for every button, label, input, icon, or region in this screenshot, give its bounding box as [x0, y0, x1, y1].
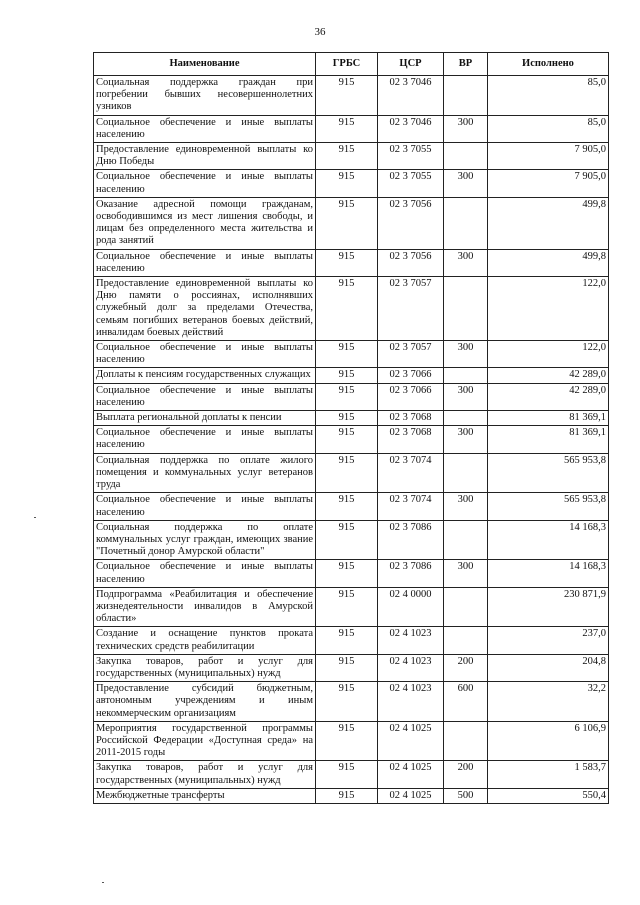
- cell-amount: 122,0: [488, 277, 609, 341]
- table-row: [94, 654, 609, 681]
- table-row: [94, 587, 609, 627]
- cell-csr: 02 4 0000: [378, 587, 444, 627]
- cell-grbs: 915: [316, 788, 378, 803]
- table-row: [94, 368, 609, 383]
- budget-execution-table: [93, 52, 609, 804]
- cell-vr: [444, 411, 488, 426]
- cell-amount: 565 953,8: [488, 493, 609, 520]
- cell-amount: 1 583,7: [488, 761, 609, 788]
- cell-grbs: 915: [316, 493, 378, 520]
- cell-name: Оказание адресной помощи гражданам, освободившимся из мест лишения свободы, и лицам без определенного места жительства и рода занятий: [94, 197, 316, 249]
- cell-grbs: 915: [316, 249, 378, 276]
- cell-amount: 85,0: [488, 115, 609, 142]
- cell-vr: 500: [444, 788, 488, 803]
- cell-name: Социальное обеспечение и иные выплаты населению: [94, 341, 316, 368]
- cell-name: Социальное обеспечение и иные выплаты населению: [94, 383, 316, 410]
- table-row: [94, 341, 609, 368]
- cell-vr: [444, 520, 488, 560]
- cell-csr: 02 3 7086: [378, 560, 444, 587]
- cell-grbs: 915: [316, 453, 378, 493]
- cell-vr: 200: [444, 654, 488, 681]
- header-csr: ЦСР: [378, 53, 444, 76]
- cell-grbs: 915: [316, 627, 378, 654]
- cell-vr: [444, 277, 488, 341]
- cell-amount: 499,8: [488, 197, 609, 249]
- cell-name: Социальное обеспечение и иные выплаты населению: [94, 426, 316, 453]
- cell-vr: [444, 368, 488, 383]
- table-row: [94, 197, 609, 249]
- cell-amount: 42 289,0: [488, 368, 609, 383]
- cell-vr: 300: [444, 426, 488, 453]
- cell-name: Выплата региональной доплаты к пенсии: [94, 411, 316, 426]
- cell-csr: 02 3 7066: [378, 368, 444, 383]
- table-row: [94, 493, 609, 520]
- cell-grbs: 915: [316, 197, 378, 249]
- cell-vr: [444, 197, 488, 249]
- cell-name: Социальное обеспечение и иные выплаты населению: [94, 115, 316, 142]
- table-row: [94, 453, 609, 493]
- cell-amount: 81 369,1: [488, 426, 609, 453]
- cell-csr: 02 4 1023: [378, 682, 444, 722]
- scan-speck: [102, 882, 104, 883]
- cell-vr: [444, 453, 488, 493]
- table-row: [94, 249, 609, 276]
- cell-vr: 200: [444, 761, 488, 788]
- table-body: [94, 76, 609, 804]
- table-row: [94, 682, 609, 722]
- cell-grbs: 915: [316, 411, 378, 426]
- cell-amount: 230 871,9: [488, 587, 609, 627]
- cell-amount: 7 905,0: [488, 170, 609, 197]
- table-row: [94, 627, 609, 654]
- header-executed: Исполнено: [488, 53, 609, 76]
- cell-amount: 499,8: [488, 249, 609, 276]
- cell-grbs: 915: [316, 341, 378, 368]
- cell-amount: 7 905,0: [488, 143, 609, 170]
- cell-grbs: 915: [316, 682, 378, 722]
- table-row: [94, 76, 609, 116]
- cell-name: Межбюджетные трансферты: [94, 788, 316, 803]
- cell-csr: 02 3 7046: [378, 115, 444, 142]
- cell-grbs: 915: [316, 76, 378, 116]
- table-row: [94, 560, 609, 587]
- cell-vr: [444, 587, 488, 627]
- table-row: [94, 143, 609, 170]
- cell-name: Социальное обеспечение и иные выплаты населению: [94, 170, 316, 197]
- cell-vr: 300: [444, 249, 488, 276]
- table-row: [94, 761, 609, 788]
- cell-vr: [444, 76, 488, 116]
- cell-grbs: 915: [316, 520, 378, 560]
- cell-name: Мероприятия государственной программы Российской Федерации «Доступная среда» на 2011-2015 годы: [94, 721, 316, 761]
- header-vr: ВР: [444, 53, 488, 76]
- cell-csr: 02 3 7066: [378, 383, 444, 410]
- cell-csr: 02 3 7086: [378, 520, 444, 560]
- cell-name: Создание и оснащение пунктов проката технических средств реабилитации: [94, 627, 316, 654]
- cell-csr: 02 3 7068: [378, 426, 444, 453]
- cell-grbs: 915: [316, 383, 378, 410]
- cell-amount: 32,2: [488, 682, 609, 722]
- cell-csr: 02 4 1023: [378, 654, 444, 681]
- cell-vr: 300: [444, 383, 488, 410]
- cell-name: Доплаты к пенсиям государственных служащих: [94, 368, 316, 383]
- cell-csr: 02 3 7055: [378, 170, 444, 197]
- cell-name: Подпрограмма «Реабилитация и обеспечение жизнедеятельности инвалидов в Амурской области»: [94, 587, 316, 627]
- cell-vr: [444, 721, 488, 761]
- cell-grbs: 915: [316, 170, 378, 197]
- cell-grbs: 915: [316, 277, 378, 341]
- cell-csr: 02 3 7074: [378, 453, 444, 493]
- cell-name: Социальная поддержка по оплате жилого помещения и коммунальных услуг ветеранов труда: [94, 453, 316, 493]
- cell-name: Социальная поддержка по оплате коммунальных услуг граждан, имеющих звание "Почетный донор Амурской области": [94, 520, 316, 560]
- cell-name: Закупка товаров, работ и услуг для государственных (муниципальных) нужд: [94, 654, 316, 681]
- cell-name: Социальное обеспечение и иные выплаты населению: [94, 249, 316, 276]
- cell-amount: 550,4: [488, 788, 609, 803]
- cell-csr: 02 3 7057: [378, 277, 444, 341]
- cell-vr: [444, 143, 488, 170]
- cell-grbs: 915: [316, 721, 378, 761]
- cell-amount: 237,0: [488, 627, 609, 654]
- cell-grbs: 915: [316, 426, 378, 453]
- table-row: [94, 788, 609, 803]
- table-row: [94, 721, 609, 761]
- cell-vr: 600: [444, 682, 488, 722]
- cell-grbs: 915: [316, 115, 378, 142]
- cell-amount: 565 953,8: [488, 453, 609, 493]
- cell-amount: 42 289,0: [488, 383, 609, 410]
- cell-grbs: 915: [316, 368, 378, 383]
- cell-name: Предоставление субсидий бюджетным, автономным учреждениям и иным некоммерческим организациям: [94, 682, 316, 722]
- table-row: [94, 170, 609, 197]
- cell-csr: 02 4 1023: [378, 627, 444, 654]
- cell-name: Социальное обеспечение и иные выплаты населению: [94, 560, 316, 587]
- cell-amount: 14 168,3: [488, 560, 609, 587]
- cell-csr: 02 4 1025: [378, 788, 444, 803]
- cell-name: Закупка товаров, работ и услуг для государственных (муниципальных) нужд: [94, 761, 316, 788]
- cell-vr: [444, 627, 488, 654]
- cell-name: Социальное обеспечение и иные выплаты населению: [94, 493, 316, 520]
- table-header-row: [94, 53, 609, 76]
- cell-amount: 14 168,3: [488, 520, 609, 560]
- cell-vr: 300: [444, 170, 488, 197]
- table-row: [94, 411, 609, 426]
- table-row: [94, 426, 609, 453]
- cell-grbs: 915: [316, 587, 378, 627]
- cell-csr: 02 3 7056: [378, 249, 444, 276]
- cell-csr: 02 4 1025: [378, 761, 444, 788]
- cell-amount: 6 106,9: [488, 721, 609, 761]
- cell-amount: 204,8: [488, 654, 609, 681]
- table-row: [94, 520, 609, 560]
- header-grbs: ГРБС: [316, 53, 378, 76]
- cell-grbs: 915: [316, 761, 378, 788]
- cell-csr: 02 3 7074: [378, 493, 444, 520]
- cell-vr: 300: [444, 341, 488, 368]
- cell-amount: 81 369,1: [488, 411, 609, 426]
- header-name: Наименование: [94, 53, 316, 76]
- cell-csr: 02 3 7046: [378, 76, 444, 116]
- cell-grbs: 915: [316, 143, 378, 170]
- cell-csr: 02 3 7056: [378, 197, 444, 249]
- page-number: 36: [314, 26, 326, 38]
- cell-name: Предоставление единовременной выплаты ко Дню памяти о россиянах, исполнявших служебный долг за пределами Отечества, семьям погибших ветеранов боевых действий, инвалидам боевых действий: [94, 277, 316, 341]
- table-row: [94, 277, 609, 341]
- cell-csr: 02 4 1025: [378, 721, 444, 761]
- scan-speck: [34, 517, 36, 518]
- table-row: [94, 115, 609, 142]
- cell-csr: 02 3 7057: [378, 341, 444, 368]
- cell-amount: 122,0: [488, 341, 609, 368]
- cell-grbs: 915: [316, 560, 378, 587]
- cell-name: Социальная поддержка граждан при погребении бывших несовершеннолетних узников: [94, 76, 316, 116]
- table-row: [94, 383, 609, 410]
- cell-vr: 300: [444, 560, 488, 587]
- cell-amount: 85,0: [488, 76, 609, 116]
- cell-grbs: 915: [316, 654, 378, 681]
- cell-csr: 02 3 7055: [378, 143, 444, 170]
- cell-vr: 300: [444, 493, 488, 520]
- cell-name: Предоставление единовременной выплаты ко Дню Победы: [94, 143, 316, 170]
- cell-csr: 02 3 7068: [378, 411, 444, 426]
- cell-vr: 300: [444, 115, 488, 142]
